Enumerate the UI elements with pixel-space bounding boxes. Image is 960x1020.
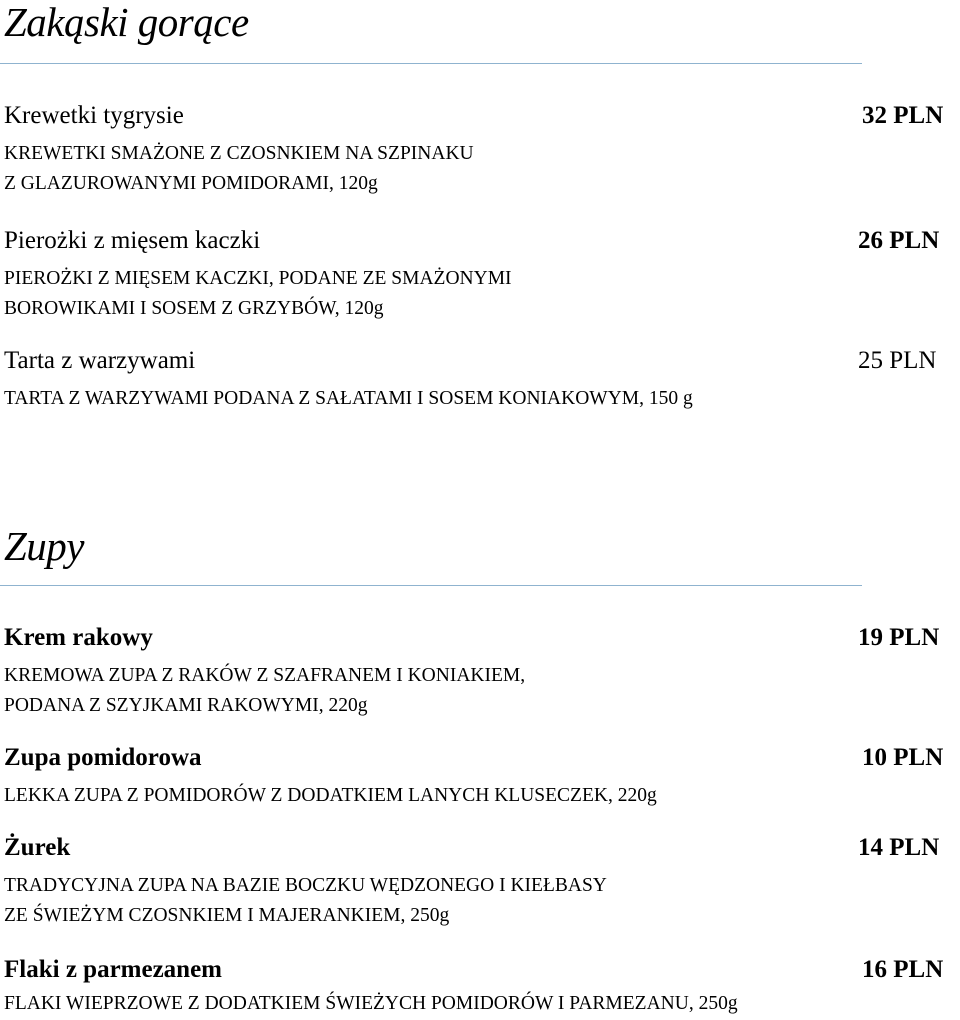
item-name: Pierożki z mięsem kaczki (4, 227, 261, 254)
item-name: Zupa pomidorowa (4, 744, 202, 771)
item-description-line: Z GLAZUROWANYMI POMIDORAMI, 120g (4, 173, 378, 194)
section-title-soups: Zupy (4, 523, 84, 569)
item-name: Żurek (4, 834, 71, 861)
item-description (4, 781, 657, 811)
item-description (4, 661, 525, 721)
item-description-line: TRADYCYJNA ZUPA NA BAZIE BOCZKU WĘDZONEGO I KIEŁBASY (4, 875, 607, 896)
item-price: 32 PLN (862, 102, 944, 129)
item-price: 10 PLN (862, 744, 944, 771)
item-name: Krem rakowy (4, 624, 153, 651)
item-description-line: KREWETKI SMAŻONE Z CZOSNKIEM NA SZPINAKU (4, 143, 474, 164)
item-description (4, 139, 474, 199)
item-price: 25 PLN (858, 347, 937, 374)
item-description-line: PODANA Z SZYJKAMI RAKOWYMI, 220g (4, 695, 368, 716)
section-title-hot-appetizers: Zakąski gorące (4, 0, 249, 45)
item-name: Krewetki tygrysie (4, 102, 184, 129)
item-name: Tarta z warzywami (4, 347, 196, 374)
item-price: 26 PLN (858, 227, 940, 254)
item-price: 16 PLN (862, 956, 944, 983)
item-description (4, 384, 693, 414)
item-description-line: LEKKA ZUPA Z POMIDORÓW Z DODATKIEM LANYCH KLUSECZEK, 220g (4, 785, 657, 806)
section-divider (0, 585, 862, 586)
item-name: Flaki z parmezanem (4, 956, 223, 983)
section-divider (0, 63, 862, 64)
item-price: 14 PLN (858, 834, 940, 861)
item-description-line: FLAKI WIEPRZOWE Z DODATKIEM ŚWIEŻYCH POMIDORÓW I PARMEZANU, 250g (4, 993, 738, 1014)
item-description (4, 989, 738, 1019)
item-price: 19 PLN (858, 624, 940, 651)
item-description-line: BOROWIKAMI I SOSEM Z GRZYBÓW, 120g (4, 298, 384, 319)
item-description-line: TARTA Z WARZYWAMI PODANA Z SAŁATAMI I SOSEM KONIAKOWYM, 150 g (4, 388, 693, 409)
item-description-line: KREMOWA ZUPA Z RAKÓW Z SZAFRANEM I KONIAKIEM, (4, 665, 526, 686)
item-description-line: ZE ŚWIEŻYM CZOSNKIEM I MAJERANKIEM, 250g (4, 905, 450, 926)
item-description (4, 264, 512, 324)
item-description (4, 871, 607, 931)
item-description-line: PIEROŻKI Z MIĘSEM KACZKI, PODANE ZE SMAŻONYMI (4, 268, 512, 289)
